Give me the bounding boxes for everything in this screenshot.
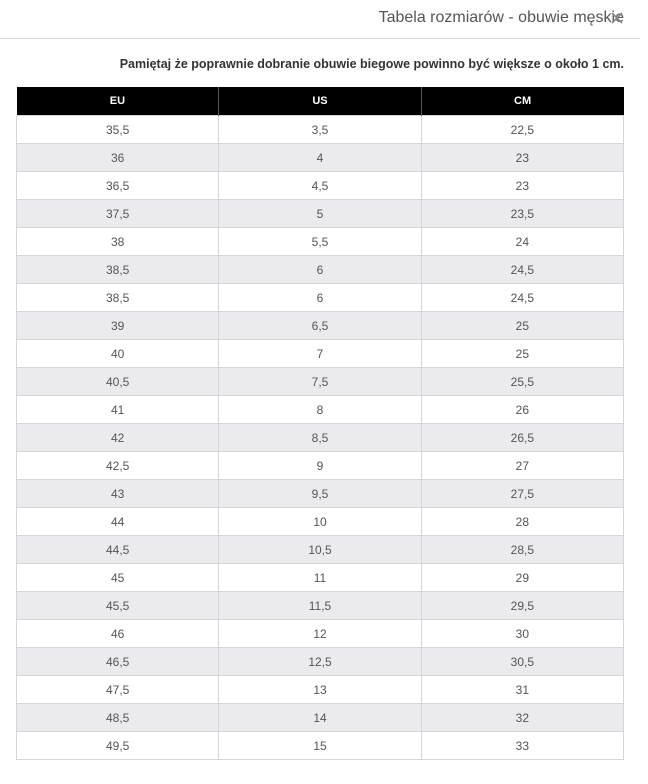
table-row [17, 228, 624, 256]
cell-eu: 49,5 [17, 732, 219, 760]
column-header-eu: EU [17, 87, 219, 116]
cell-cm: 26 [421, 396, 623, 424]
cell-us: 4,5 [219, 172, 421, 200]
cell-cm: 22,5 [421, 116, 623, 144]
table-row [17, 116, 624, 144]
cell-eu: 35,5 [17, 116, 219, 144]
table-row [17, 424, 624, 452]
cell-us: 9 [219, 452, 421, 480]
table-row [17, 312, 624, 340]
cell-cm: 29,5 [421, 592, 623, 620]
cell-cm: 24 [421, 228, 623, 256]
table-row [17, 480, 624, 508]
cell-eu: 45,5 [17, 592, 219, 620]
cell-eu: 46,5 [17, 648, 219, 676]
cell-us: 11 [219, 564, 421, 592]
table-row [17, 256, 624, 284]
cell-eu: 38,5 [17, 256, 219, 284]
cell-us: 10,5 [219, 536, 421, 564]
cell-eu: 44 [17, 508, 219, 536]
cell-us: 6,5 [219, 312, 421, 340]
size-table-body [17, 116, 624, 760]
cell-eu: 47,5 [17, 676, 219, 704]
table-row [17, 536, 624, 564]
cell-cm: 23 [421, 144, 623, 172]
cell-cm: 30 [421, 620, 623, 648]
cell-cm: 33 [421, 732, 623, 760]
cell-cm: 26,5 [421, 424, 623, 452]
table-row [17, 340, 624, 368]
cell-eu: 41 [17, 396, 219, 424]
cell-eu: 36 [17, 144, 219, 172]
cell-eu: 42,5 [17, 452, 219, 480]
column-header-us: US [219, 87, 421, 116]
table-row [17, 648, 624, 676]
cell-cm: 27 [421, 452, 623, 480]
cell-eu: 43 [17, 480, 219, 508]
cell-eu: 46 [17, 620, 219, 648]
cell-cm: 31 [421, 676, 623, 704]
cell-us: 7,5 [219, 368, 421, 396]
cell-us: 11,5 [219, 592, 421, 620]
table-row [17, 676, 624, 704]
table-row [17, 396, 624, 424]
cell-us: 5,5 [219, 228, 421, 256]
cell-eu: 38,5 [17, 284, 219, 312]
cell-cm: 30,5 [421, 648, 623, 676]
cell-us: 15 [219, 732, 421, 760]
cell-cm: 23 [421, 172, 623, 200]
cell-eu: 44,5 [17, 536, 219, 564]
cell-cm: 25,5 [421, 368, 623, 396]
table-row [17, 452, 624, 480]
table-row [17, 200, 624, 228]
cell-us: 5 [219, 200, 421, 228]
cell-us: 9,5 [219, 480, 421, 508]
table-header-row [17, 87, 624, 116]
table-row [17, 172, 624, 200]
size-table [16, 87, 624, 760]
cell-us: 4 [219, 144, 421, 172]
cell-cm: 28,5 [421, 536, 623, 564]
cell-us: 14 [219, 704, 421, 732]
cell-cm: 29 [421, 564, 623, 592]
cell-eu: 48,5 [17, 704, 219, 732]
close-icon [610, 11, 624, 25]
table-row [17, 368, 624, 396]
table-row [17, 704, 624, 732]
cell-us: 6 [219, 284, 421, 312]
cell-eu: 40 [17, 340, 219, 368]
cell-cm: 24,5 [421, 284, 623, 312]
cell-cm: 25 [421, 340, 623, 368]
cell-eu: 40,5 [17, 368, 219, 396]
cell-cm: 27,5 [421, 480, 623, 508]
cell-us: 6 [219, 256, 421, 284]
cell-us: 8,5 [219, 424, 421, 452]
cell-cm: 25 [421, 312, 623, 340]
table-row [17, 592, 624, 620]
modal-header [0, 0, 640, 39]
table-row [17, 564, 624, 592]
table-row [17, 508, 624, 536]
cell-cm: 32 [421, 704, 623, 732]
close-button[interactable] [610, 11, 624, 25]
cell-eu: 42 [17, 424, 219, 452]
table-row [17, 732, 624, 760]
cell-us: 7 [219, 340, 421, 368]
table-row [17, 620, 624, 648]
cell-us: 3,5 [219, 116, 421, 144]
cell-eu: 39 [17, 312, 219, 340]
cell-us: 12,5 [219, 648, 421, 676]
cell-us: 8 [219, 396, 421, 424]
cell-cm: 23,5 [421, 200, 623, 228]
cell-us: 13 [219, 676, 421, 704]
modal-title: Tabela rozmiarów - obuwie męskie [378, 9, 624, 26]
cell-us: 12 [219, 620, 421, 648]
cell-eu: 37,5 [17, 200, 219, 228]
size-note: Pamiętaj że poprawnie dobranie obuwie biegowe powinno być większe o około 1 cm. [119, 57, 624, 71]
cell-eu: 36,5 [17, 172, 219, 200]
cell-eu: 38 [17, 228, 219, 256]
table-row [17, 284, 624, 312]
cell-us: 10 [219, 508, 421, 536]
cell-cm: 24,5 [421, 256, 623, 284]
cell-eu: 45 [17, 564, 219, 592]
column-header-cm: CM [421, 87, 623, 116]
table-row [17, 144, 624, 172]
cell-cm: 28 [421, 508, 623, 536]
